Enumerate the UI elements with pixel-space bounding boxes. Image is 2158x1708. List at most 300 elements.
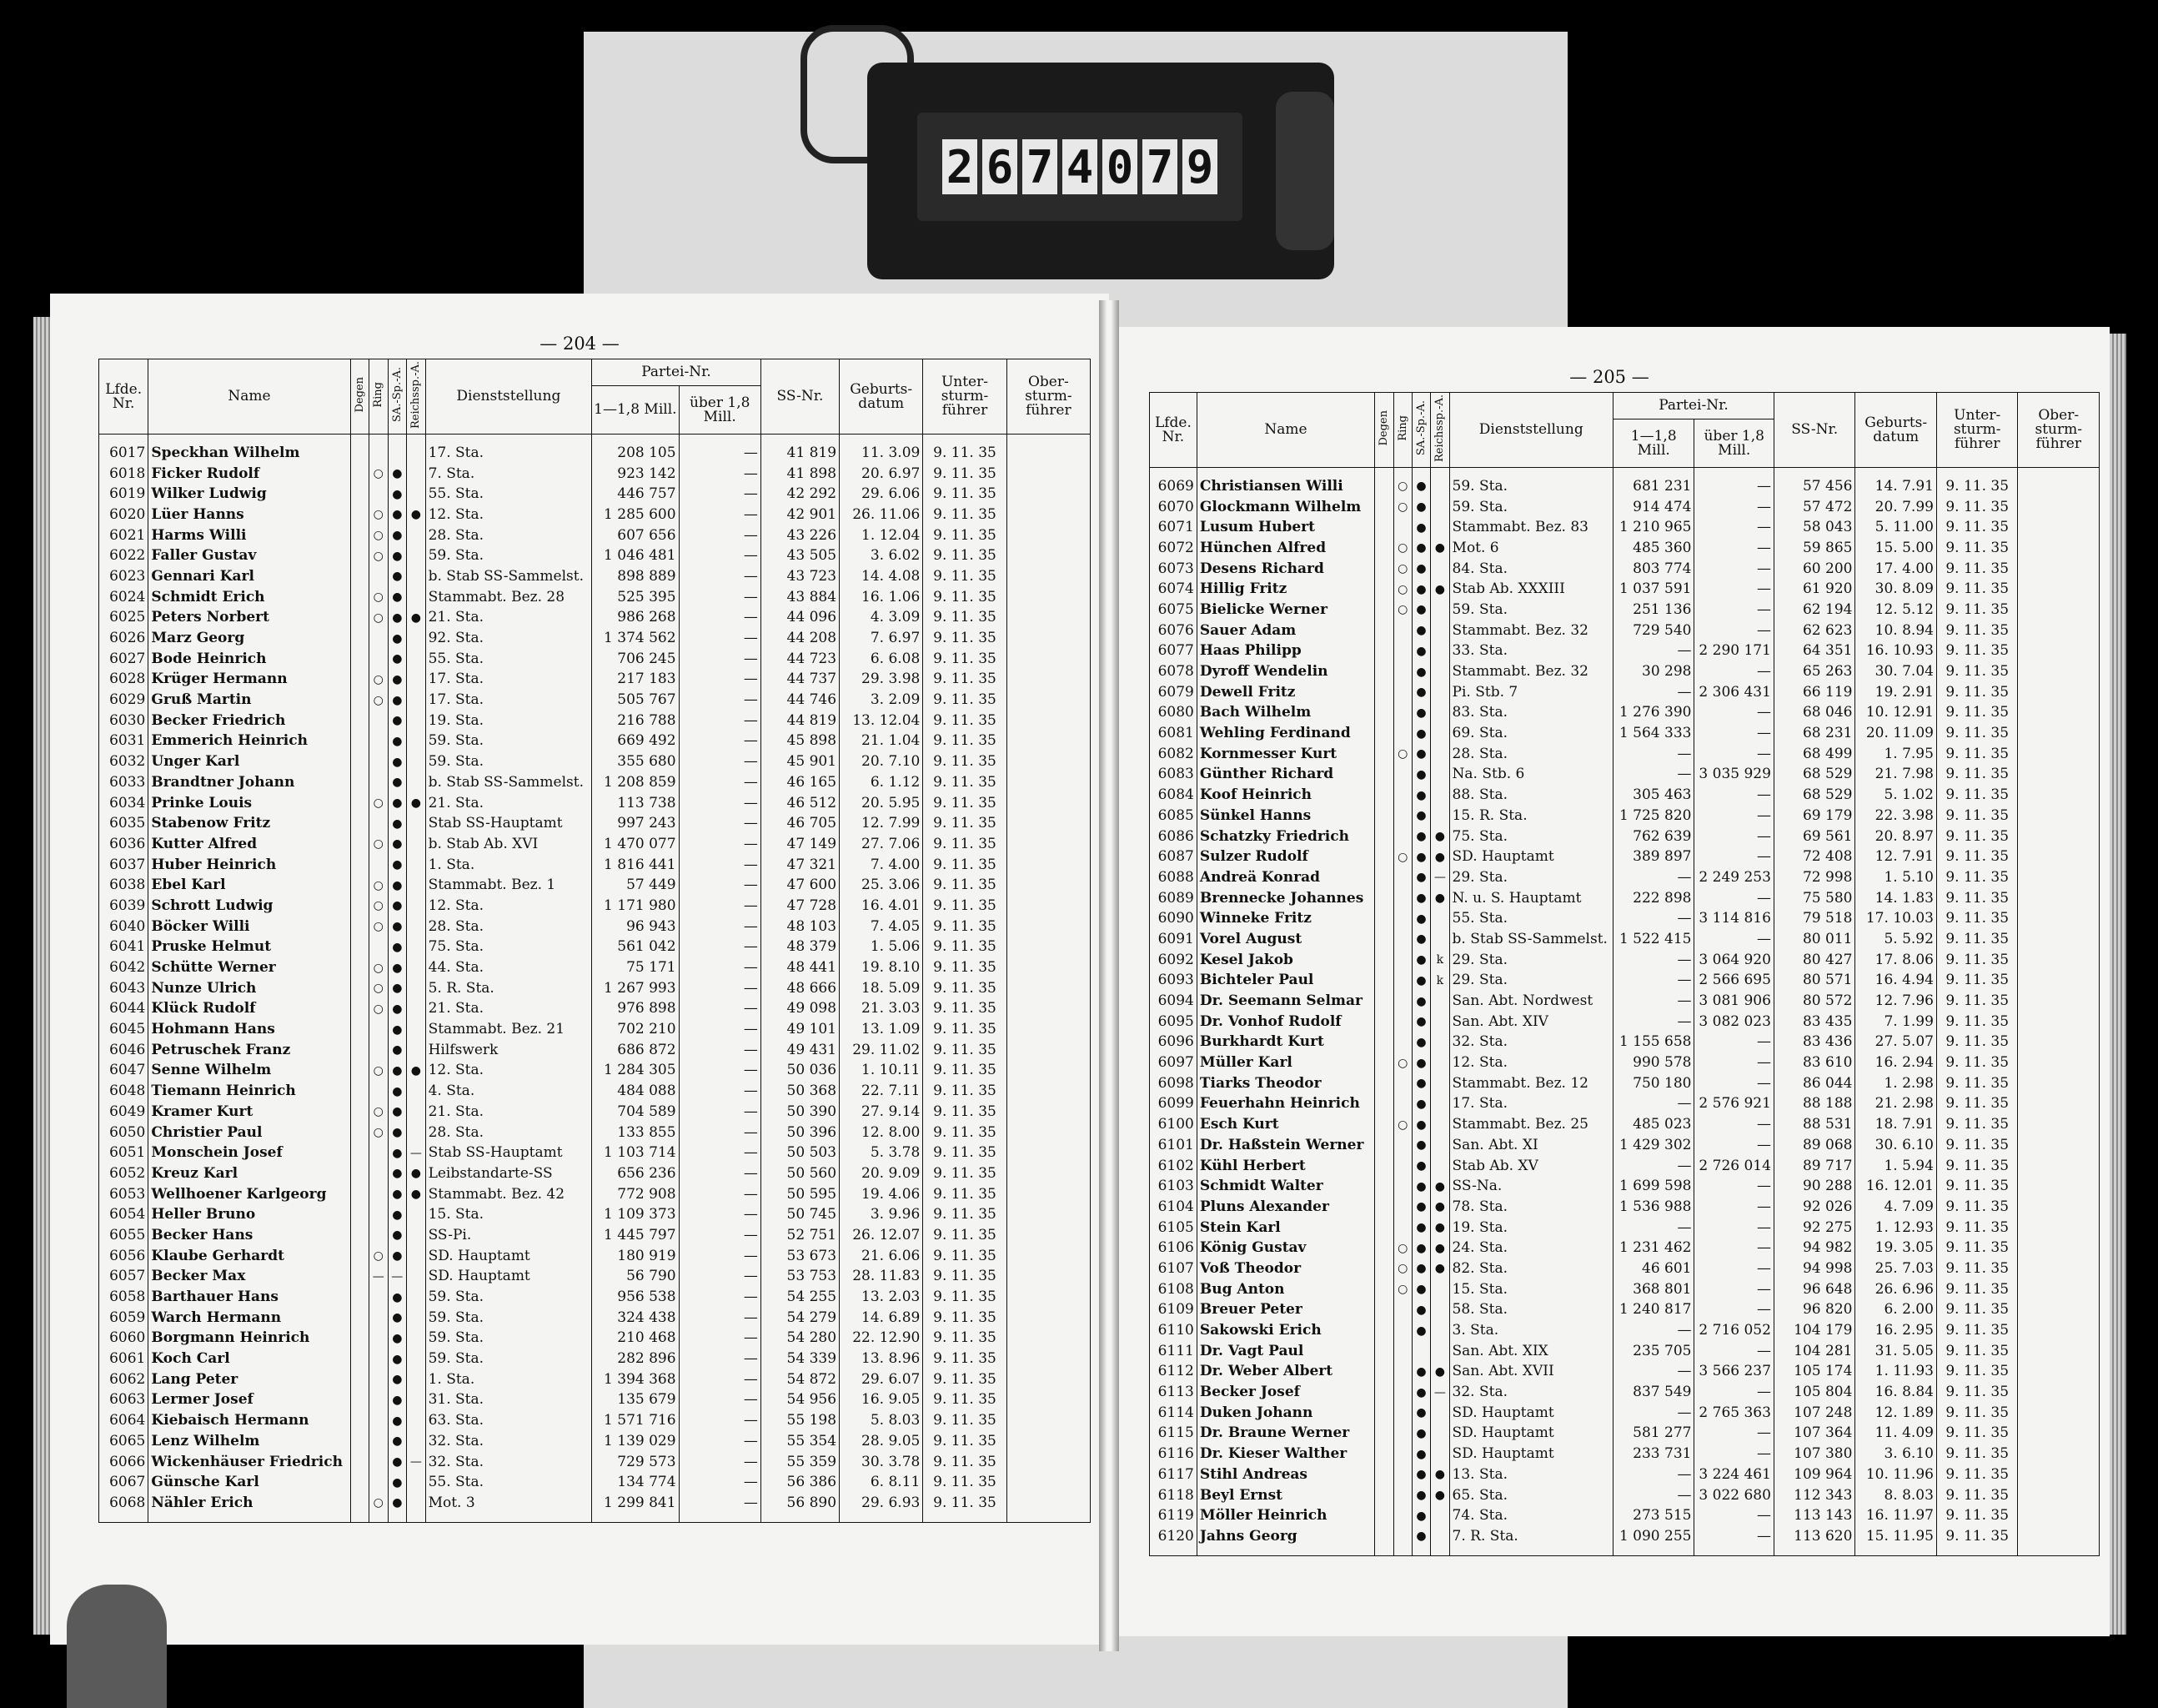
row-reichssport: ●: [407, 1163, 426, 1184]
row-number: 6095: [1150, 1012, 1197, 1032]
row-sa: ●: [1412, 1485, 1430, 1506]
row-ss-nr: 43 226: [760, 525, 839, 546]
row-obersturmfuehrer: [1006, 834, 1090, 855]
row-dienststellung: b. Stab SS-Sammelst.: [425, 566, 592, 587]
row-name: Krüger Hermann: [148, 670, 350, 691]
row-number: 6087: [1150, 846, 1197, 867]
row-degen: [1375, 971, 1393, 992]
row-ring: [369, 1369, 389, 1390]
row-name: Heller Bruno: [148, 1204, 350, 1225]
table-row: [99, 545, 1091, 566]
row-sa: ●: [388, 1204, 407, 1225]
row-name: Stein Karl: [1197, 1218, 1374, 1238]
row-sa: ●: [388, 464, 407, 485]
row-dienststellung: San. Abt. XVII: [1449, 1362, 1613, 1383]
row-number: 6030: [99, 711, 148, 731]
row-name: Becker Friedrich: [148, 711, 350, 731]
row-name: Brennecke Johannes: [1197, 888, 1374, 909]
row-name: Becker Hans: [148, 1225, 350, 1246]
row-number: 6068: [99, 1493, 148, 1522]
row-dienststellung: 59. Sta.: [1449, 600, 1613, 620]
row-dienststellung: 21. Sta.: [425, 608, 592, 629]
row-name: Peters Norbert: [148, 608, 350, 629]
row-partei-high: —: [679, 1225, 760, 1246]
row-obersturmfuehrer: [1006, 608, 1090, 629]
row-name: Kramer Kurt: [148, 1102, 350, 1123]
row-birthdate: 25. 7.03: [1855, 1258, 1937, 1279]
row-partei-high: —: [679, 435, 760, 464]
table-row: [1150, 1073, 2100, 1094]
row-ss-nr: 47 149: [760, 834, 839, 855]
row-partei-low: 1 564 333: [1613, 723, 1694, 744]
row-birthdate: 14. 7.91: [1855, 468, 1937, 497]
row-partei-low: 1 725 820: [1613, 806, 1694, 826]
row-birthdate: 4. 3.09: [840, 608, 923, 629]
row-untersturmfuehrer: 9. 11. 35: [1936, 620, 2018, 641]
row-name: Winneke Fritz: [1197, 908, 1374, 929]
row-partei-low: 1 374 562: [592, 628, 679, 649]
row-sa: ●: [1412, 1464, 1430, 1485]
row-sa: ●: [388, 917, 407, 937]
row-sa: ●: [1412, 1362, 1430, 1383]
row-untersturmfuehrer: 9. 11. 35: [1936, 661, 2018, 682]
row-birthdate: 7. 1.99: [1855, 1012, 1937, 1032]
row-ss-nr: 56 386: [760, 1472, 839, 1493]
row-partei-high: —: [1694, 1382, 1774, 1403]
row-ss-nr: 90 288: [1774, 1176, 1855, 1197]
row-sa: ●: [388, 813, 407, 834]
row-reichssport: [407, 1081, 426, 1102]
row-untersturmfuehrer: 9. 11. 35: [1936, 1032, 2018, 1053]
row-reichssport: [1431, 600, 1449, 620]
header-ring: Ring: [1396, 415, 1409, 441]
row-reichssport: [1431, 661, 1449, 682]
row-degen: [1375, 785, 1393, 806]
row-untersturmfuehrer: 9. 11. 35: [923, 1329, 1006, 1349]
table-row: [1150, 1362, 2100, 1383]
row-ss-nr: 50 036: [760, 1061, 839, 1082]
row-partei-high: —: [1694, 600, 1774, 620]
row-partei-low: —: [1613, 1218, 1694, 1238]
row-obersturmfuehrer: [2018, 1424, 2100, 1444]
row-obersturmfuehrer: [1006, 1143, 1090, 1163]
row-name: Kutter Alfred: [148, 834, 350, 855]
row-birthdate: 1. 7.95: [1855, 744, 1937, 765]
row-number: 6060: [99, 1329, 148, 1349]
row-obersturmfuehrer: [1006, 1308, 1090, 1329]
row-number: 6059: [99, 1308, 148, 1329]
row-degen: [1375, 1052, 1393, 1073]
row-partei-low: 762 639: [1613, 826, 1694, 847]
row-reichssport: [407, 731, 426, 752]
row-reichssport: [407, 1123, 426, 1143]
table-row: [99, 1204, 1091, 1225]
header-ober: Ober-sturm-führer: [2018, 393, 2100, 468]
register-rows-right: [1150, 468, 2100, 1556]
table-row: [1150, 1218, 2100, 1238]
row-number: 6051: [99, 1143, 148, 1163]
row-sa: ●: [1412, 723, 1430, 744]
row-birthdate: 28. 11.83: [840, 1267, 923, 1288]
table-row: [99, 1287, 1091, 1308]
row-partei-high: —: [679, 813, 760, 834]
table-row: [99, 1019, 1091, 1040]
row-sa: ●: [388, 1472, 407, 1493]
row-dienststellung: Stammabt. Bez. 32: [1449, 661, 1613, 682]
row-partei-low: 1 046 481: [592, 545, 679, 566]
row-birthdate: 29. 6.93: [840, 1493, 923, 1522]
row-degen: [1375, 1382, 1393, 1403]
row-birthdate: 19. 4.06: [840, 1184, 923, 1205]
row-birthdate: 30. 3.78: [840, 1452, 923, 1473]
row-reichssport: ●: [407, 1184, 426, 1205]
row-ss-nr: 80 011: [1774, 929, 1855, 950]
row-number: 6038: [99, 875, 148, 896]
row-number: 6029: [99, 690, 148, 711]
row-dienststellung: 15. Sta.: [425, 1204, 592, 1225]
row-partei-high: —: [1694, 1300, 1774, 1321]
row-degen: [350, 545, 369, 566]
row-sa: ●: [1412, 1197, 1430, 1218]
header-geb: Geburts-datum: [1855, 393, 1937, 468]
row-partei-low: 1 284 305: [592, 1061, 679, 1082]
row-obersturmfuehrer: [2018, 682, 2100, 703]
row-reichssport: [407, 587, 426, 608]
row-number: 6120: [1150, 1526, 1197, 1555]
row-degen: [1375, 1094, 1393, 1115]
row-number: 6066: [99, 1452, 148, 1473]
row-untersturmfuehrer: 9. 11. 35: [1936, 1012, 2018, 1032]
row-partei-high: —: [1694, 1526, 1774, 1555]
row-number: 6052: [99, 1163, 148, 1184]
row-partei-low: —: [1613, 1094, 1694, 1115]
row-obersturmfuehrer: [2018, 468, 2100, 497]
row-sa: ●: [1412, 559, 1430, 580]
row-degen: [350, 711, 369, 731]
row-partei-high: —: [679, 1040, 760, 1061]
row-ring: ○: [1393, 1279, 1412, 1300]
row-dienststellung: SS-Na.: [1449, 1176, 1613, 1197]
row-name: Kesel Jakob: [1197, 950, 1374, 971]
row-degen: [350, 751, 369, 772]
row-name: Gennari Karl: [148, 566, 350, 587]
row-reichssport: [407, 1040, 426, 1061]
row-partei-high: —: [679, 670, 760, 691]
row-partei-low: 1 267 993: [592, 978, 679, 999]
row-dienststellung: SD. Hauptamt: [1449, 1444, 1613, 1464]
row-reichssport: [407, 1102, 426, 1123]
table-row: [99, 628, 1091, 649]
row-ring: [1393, 703, 1412, 724]
table-row: [1150, 1156, 2100, 1177]
row-obersturmfuehrer: [1006, 731, 1090, 752]
row-partei-low: 1 522 415: [1613, 929, 1694, 950]
row-dienststellung: 59. Sta.: [425, 545, 592, 566]
row-ss-nr: 68 046: [1774, 703, 1855, 724]
row-partei-low: 581 277: [1613, 1424, 1694, 1444]
row-ring: [1393, 1403, 1412, 1424]
table-row: [1150, 620, 2100, 641]
row-ss-nr: 48 666: [760, 978, 839, 999]
row-partei-high: —: [679, 1287, 760, 1308]
row-birthdate: 20. 11.09: [1855, 723, 1937, 744]
row-partei-low: —: [1613, 991, 1694, 1012]
row-sa: ●: [1412, 600, 1430, 620]
row-degen: [1375, 661, 1393, 682]
header-nr: Lfde. Nr.: [99, 359, 148, 435]
header-reich: Reichssp.-A.: [1433, 394, 1447, 463]
row-degen: [350, 1184, 369, 1205]
row-degen: [1375, 1526, 1393, 1555]
row-degen: [350, 587, 369, 608]
row-birthdate: 16. 12.01: [1855, 1176, 1937, 1197]
row-ring: [1393, 641, 1412, 662]
row-partei-low: 389 897: [1613, 846, 1694, 867]
row-birthdate: 11. 4.09: [1855, 1424, 1937, 1444]
row-number: 6081: [1150, 723, 1197, 744]
row-name: Möller Heinrich: [1197, 1505, 1374, 1526]
row-partei-high: —: [1694, 661, 1774, 682]
row-sa: ●: [388, 505, 407, 525]
row-partei-low: 113 738: [592, 793, 679, 814]
row-ss-nr: 107 380: [1774, 1444, 1855, 1464]
row-reichssport: ●: [1431, 826, 1449, 847]
row-partei-high: —: [679, 464, 760, 485]
row-obersturmfuehrer: [1006, 1123, 1090, 1143]
row-ring: ○: [369, 999, 389, 1020]
row-degen: [1375, 1403, 1393, 1424]
row-partei-low: —: [1613, 1362, 1694, 1383]
row-name: Nähler Erich: [148, 1493, 350, 1522]
row-untersturmfuehrer: 9. 11. 35: [923, 772, 1006, 793]
row-untersturmfuehrer: 9. 11. 35: [1936, 1424, 2018, 1444]
row-birthdate: 29. 6.07: [840, 1369, 923, 1390]
row-ss-nr: 80 427: [1774, 950, 1855, 971]
row-reichssport: [407, 1204, 426, 1225]
row-ss-nr: 92 275: [1774, 1218, 1855, 1238]
row-untersturmfuehrer: 9. 11. 35: [1936, 1403, 2018, 1424]
row-ring: ○: [369, 505, 389, 525]
row-sa: ●: [1412, 929, 1430, 950]
row-dienststellung: 78. Sta.: [1449, 1197, 1613, 1218]
row-reichssport: [1431, 620, 1449, 641]
register-table-right: [1149, 392, 2100, 1556]
row-dienststellung: SS-Pi.: [425, 1225, 592, 1246]
row-birthdate: 10. 12.91: [1855, 703, 1937, 724]
row-obersturmfuehrer: [1006, 999, 1090, 1020]
row-ss-nr: 43 505: [760, 545, 839, 566]
row-sa: ●: [1412, 744, 1430, 765]
row-partei-high: —: [679, 1123, 760, 1143]
row-ring: [1393, 1300, 1412, 1321]
row-name: Beyl Ernst: [1197, 1485, 1374, 1506]
row-birthdate: 3. 6.02: [840, 545, 923, 566]
row-untersturmfuehrer: 9. 11. 35: [923, 670, 1006, 691]
row-ring: [1393, 682, 1412, 703]
row-reichssport: [1431, 1094, 1449, 1115]
row-name: Speckhan Wilhelm: [148, 435, 350, 464]
row-obersturmfuehrer: [1006, 1225, 1090, 1246]
row-sa: ●: [1412, 1238, 1430, 1258]
row-ring: [1393, 1032, 1412, 1053]
row-number: 6042: [99, 957, 148, 978]
row-untersturmfuehrer: 9. 11. 35: [1936, 468, 2018, 497]
row-number: 6089: [1150, 888, 1197, 909]
row-number: 6035: [99, 813, 148, 834]
row-untersturmfuehrer: 9. 11. 35: [923, 875, 1006, 896]
header-geb: Geburts-datum: [840, 359, 923, 435]
row-birthdate: 6. 2.00: [1855, 1300, 1937, 1321]
row-birthdate: 3. 2.09: [840, 690, 923, 711]
row-ring: ○: [369, 1061, 389, 1082]
row-partei-high: —: [679, 1143, 760, 1163]
row-obersturmfuehrer: [1006, 896, 1090, 917]
row-birthdate: 12. 7.96: [1855, 991, 1937, 1012]
row-ss-nr: 61 920: [1774, 579, 1855, 600]
row-partei-high: —: [1694, 888, 1774, 909]
row-number: 6024: [99, 587, 148, 608]
right-page: [1109, 327, 2110, 1636]
row-birthdate: 20. 8.97: [1855, 826, 1937, 847]
row-ring: [1393, 1073, 1412, 1094]
row-number: 6031: [99, 731, 148, 752]
row-birthdate: 27. 7.06: [840, 834, 923, 855]
row-name: Becker Max: [148, 1267, 350, 1288]
row-partei-low: 1 037 591: [1613, 579, 1694, 600]
row-number: 6116: [1150, 1444, 1197, 1464]
row-obersturmfuehrer: [2018, 1156, 2100, 1177]
row-dienststellung: 17. Sta.: [425, 435, 592, 464]
row-obersturmfuehrer: [2018, 1094, 2100, 1115]
row-ring: [369, 772, 389, 793]
row-partei-low: 1 231 462: [1613, 1238, 1694, 1258]
table-row: [99, 999, 1091, 1020]
row-obersturmfuehrer: [2018, 723, 2100, 744]
row-partei-low: 355 680: [592, 751, 679, 772]
row-ring: [1393, 723, 1412, 744]
row-sa: ●: [1412, 867, 1430, 888]
row-obersturmfuehrer: [2018, 1052, 2100, 1073]
table-row: [99, 1349, 1091, 1369]
row-partei-low: 133 855: [592, 1123, 679, 1143]
row-name: Schmidt Walter: [1197, 1176, 1374, 1197]
row-dienststellung: 21. Sta.: [425, 793, 592, 814]
row-name: Sulzer Rudolf: [1197, 846, 1374, 867]
row-ss-nr: 54 872: [760, 1369, 839, 1390]
row-birthdate: 21. 2.98: [1855, 1094, 1937, 1115]
row-name: Voß Theodor: [1197, 1258, 1374, 1279]
row-number: 6079: [1150, 682, 1197, 703]
row-birthdate: 7. 4.05: [840, 917, 923, 937]
row-birthdate: 8. 8.03: [1855, 1485, 1937, 1506]
row-name: Günther Richard: [1197, 765, 1374, 786]
row-untersturmfuehrer: 9. 11. 35: [923, 464, 1006, 485]
row-sa: ●: [1412, 1382, 1430, 1403]
row-sa: ●: [1412, 620, 1430, 641]
row-obersturmfuehrer: [2018, 517, 2100, 538]
row-partei-low: 1 139 029: [592, 1431, 679, 1452]
row-reichssport: [1431, 1156, 1449, 1177]
row-obersturmfuehrer: [1006, 1184, 1090, 1205]
row-ring: [369, 1349, 389, 1369]
table-row: [1150, 1258, 2100, 1279]
row-ss-nr: 94 982: [1774, 1238, 1855, 1258]
row-ss-nr: 89 717: [1774, 1156, 1855, 1177]
row-degen: [1375, 1012, 1393, 1032]
row-ring: [1393, 971, 1412, 992]
row-name: Koch Carl: [148, 1349, 350, 1369]
table-row: [1150, 971, 2100, 992]
row-obersturmfuehrer: [1006, 1329, 1090, 1349]
row-ring: [369, 1184, 389, 1205]
row-partei-high: 2 290 171: [1694, 641, 1774, 662]
table-row: [1150, 1526, 2100, 1555]
row-ss-nr: 50 595: [760, 1184, 839, 1205]
row-untersturmfuehrer: 9. 11. 35: [1936, 1444, 2018, 1464]
row-ss-nr: 59 865: [1774, 538, 1855, 559]
row-partei-high: —: [679, 545, 760, 566]
row-reichssport: [1431, 682, 1449, 703]
row-obersturmfuehrer: [2018, 888, 2100, 909]
row-dienststellung: 58. Sta.: [1449, 1300, 1613, 1321]
row-ss-nr: 57 472: [1774, 497, 1855, 518]
row-sa: [388, 435, 407, 464]
row-sa: ●: [388, 896, 407, 917]
table-row: [1150, 497, 2100, 518]
row-obersturmfuehrer: [1006, 855, 1090, 876]
counter-digits: [942, 139, 1217, 194]
row-ring: ○: [1393, 1258, 1412, 1279]
row-sa: ●: [1412, 1218, 1430, 1238]
row-ring: ○: [369, 917, 389, 937]
row-partei-low: 923 142: [592, 464, 679, 485]
table-row: [1150, 1320, 2100, 1341]
row-untersturmfuehrer: 9. 11. 35: [923, 917, 1006, 937]
row-obersturmfuehrer: [2018, 846, 2100, 867]
table-row: [99, 1102, 1091, 1123]
table-row: [99, 1308, 1091, 1329]
row-degen: [350, 855, 369, 876]
row-reichssport: ●: [1431, 846, 1449, 867]
row-number: 6070: [1150, 497, 1197, 518]
counter-digit: 0: [1102, 139, 1137, 194]
row-reichssport: ●: [1431, 1176, 1449, 1197]
row-number: 6106: [1150, 1238, 1197, 1258]
row-dienststellung: Stammabt. Bez. 83: [1449, 517, 1613, 538]
header-ss: SS-Nr.: [1774, 393, 1855, 468]
header-name: Name: [1197, 393, 1374, 468]
row-ss-nr: 104 281: [1774, 1341, 1855, 1362]
row-untersturmfuehrer: 9. 11. 35: [923, 937, 1006, 958]
row-ss-nr: 53 673: [760, 1246, 839, 1267]
table-row: [1150, 703, 2100, 724]
row-ss-nr: 83 610: [1774, 1052, 1855, 1073]
row-obersturmfuehrer: [1006, 813, 1090, 834]
row-obersturmfuehrer: [2018, 744, 2100, 765]
row-obersturmfuehrer: [1006, 525, 1090, 546]
row-reichssport: [1431, 1300, 1449, 1321]
row-dienststellung: 88. Sta.: [1449, 785, 1613, 806]
row-degen: [350, 1493, 369, 1522]
row-ring: [1393, 1464, 1412, 1485]
row-ring: [1393, 620, 1412, 641]
row-reichssport: [407, 566, 426, 587]
row-obersturmfuehrer: [2018, 538, 2100, 559]
row-ring: [1393, 929, 1412, 950]
row-reichssport: [407, 875, 426, 896]
row-name: Lenz Wilhelm: [148, 1431, 350, 1452]
table-row: [1150, 1279, 2100, 1300]
